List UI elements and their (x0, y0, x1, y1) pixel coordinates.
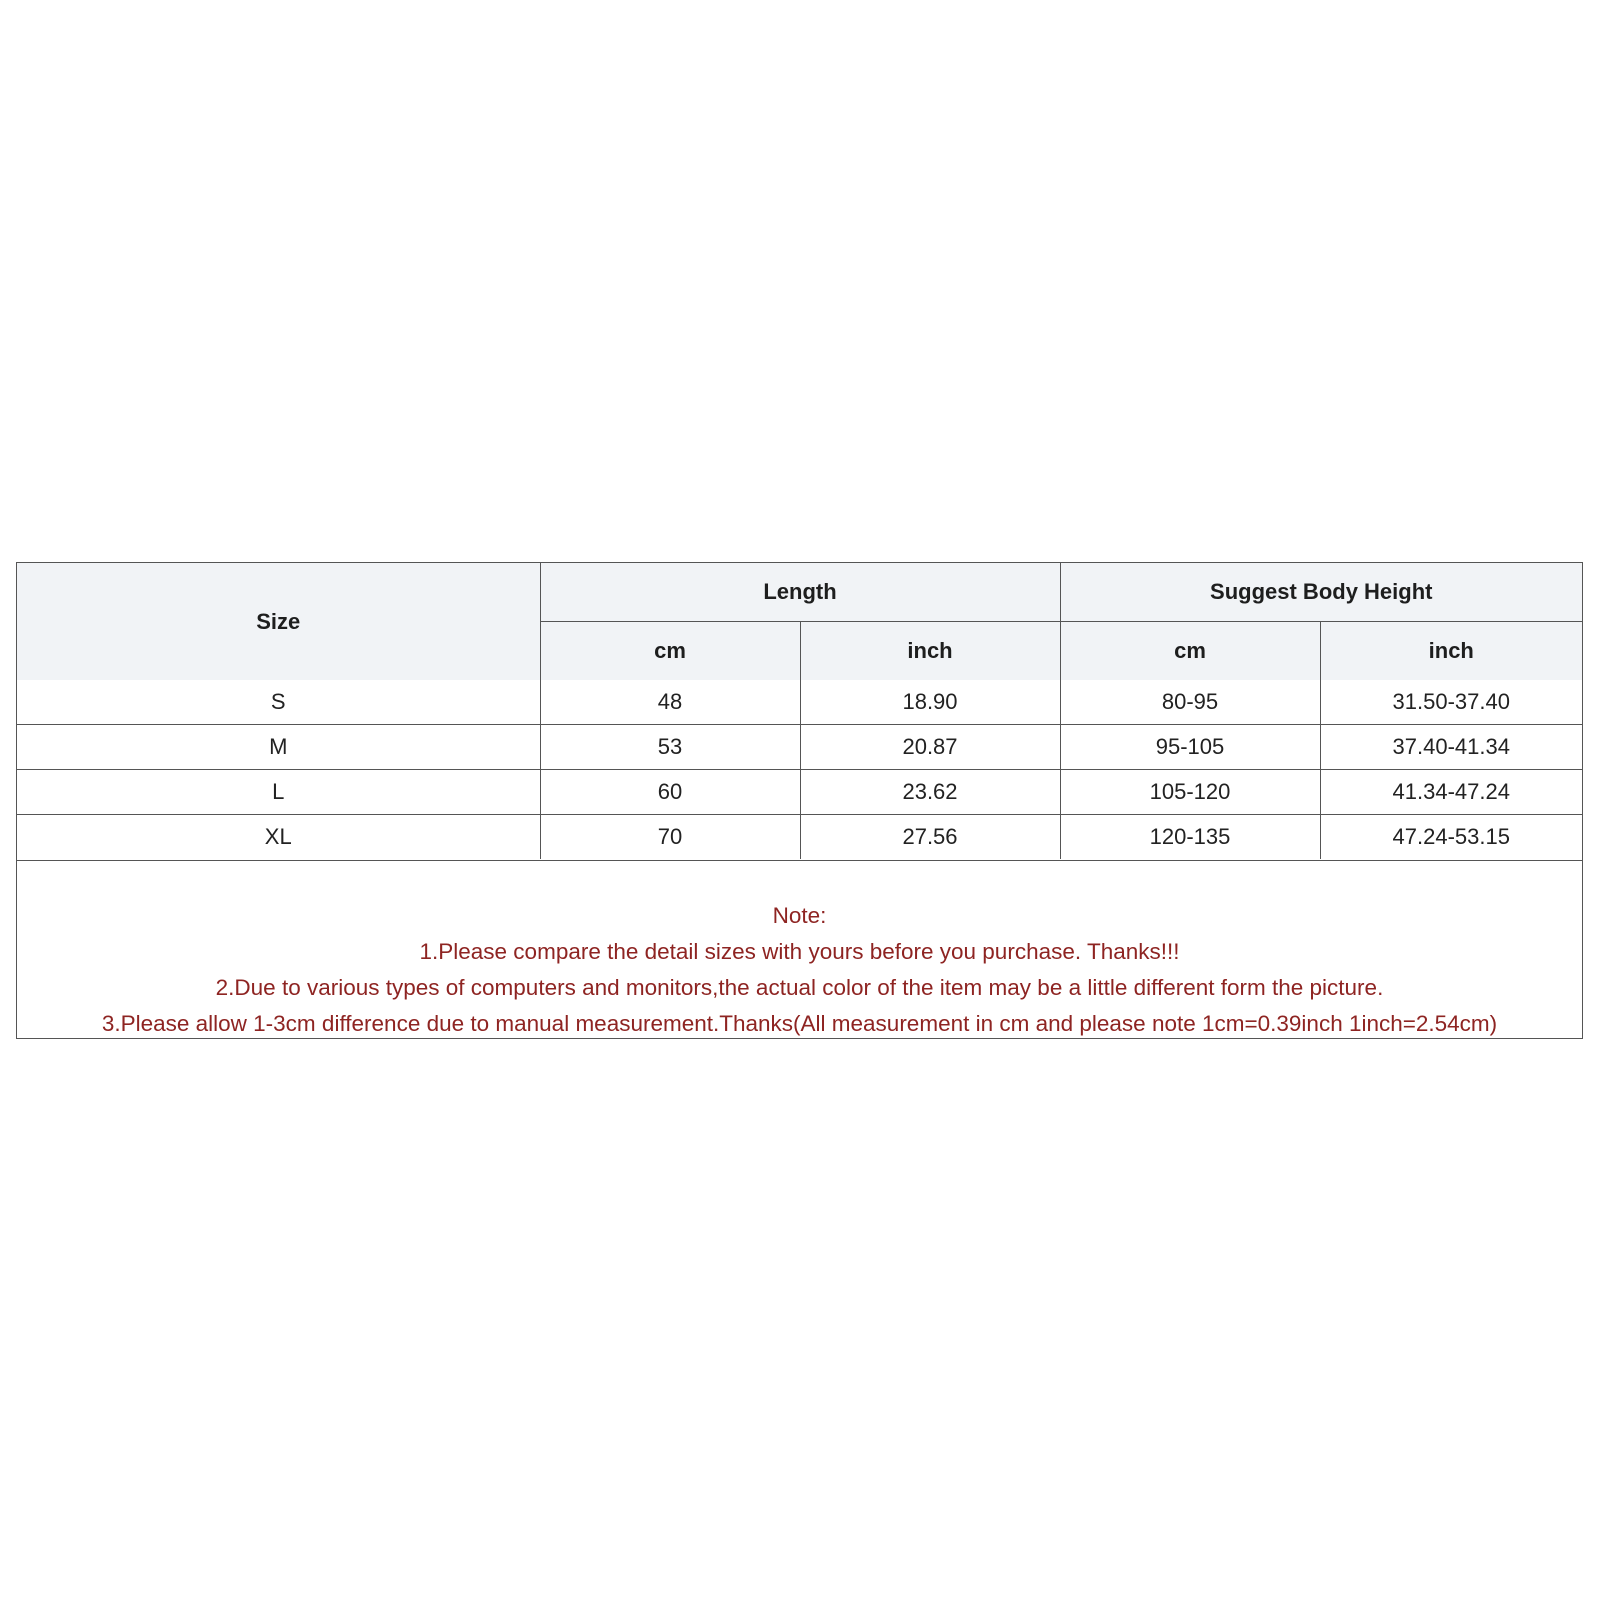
size-cell: L (17, 770, 540, 815)
size-cell: M (17, 725, 540, 770)
size-table (17, 563, 1582, 859)
height-inch-cell: 37.40-41.34 (1320, 725, 1582, 770)
table-bottom-divider (17, 860, 1582, 861)
height-group-header: Suggest Body Height (1060, 563, 1582, 622)
table-row (17, 770, 1582, 815)
height-inch-header: inch (1320, 622, 1582, 681)
length-inch-cell: 27.56 (800, 815, 1060, 860)
size-cell: S (270, 689, 286, 714)
height-inch-cell: 47.24-53.15 (1320, 815, 1582, 860)
length-cm-cell: 60 (540, 770, 800, 815)
height-cm-cell: 120-135 (1060, 815, 1320, 860)
size-header: Size (17, 563, 540, 680)
height-cm-header: cm (1060, 622, 1320, 681)
size-chart (16, 562, 1583, 1039)
length-cm-cell: 48 (540, 680, 800, 725)
header-row-groups (17, 563, 1582, 622)
length-inch-cell: 23.62 (800, 770, 1060, 815)
table-row (17, 815, 1582, 860)
height-cm-cell: 80-95 (1060, 680, 1320, 725)
table-row (17, 680, 1582, 725)
length-cm-header: cm (540, 622, 800, 681)
note-title: Note: (772, 903, 827, 928)
note-line-3: 3.Please allow 1-3cm difference due to manual measurement.Thanks(All measurement in cm and please note 1cm=0.39inch 1inch=2.54cm) (101, 1011, 1498, 1036)
length-cm-cell: 53 (540, 725, 800, 770)
length-inch-cell: 18.90 (800, 680, 1060, 725)
length-cm-cell: 70 (540, 815, 800, 860)
length-inch-cell: 20.87 (800, 725, 1060, 770)
height-inch-cell: 41.34-47.24 (1320, 770, 1582, 815)
height-inch-cell: 31.50-37.40 (1320, 680, 1582, 725)
length-inch-header: inch (800, 622, 1060, 681)
note-line-1: 1.Please compare the detail sizes with yours before you purchase. Thanks!!! (419, 939, 1180, 964)
table-row (17, 725, 1582, 770)
height-cm-cell: 95-105 (1060, 725, 1320, 770)
length-group-header: Length (540, 563, 1060, 622)
notes-section (17, 898, 1582, 1042)
note-line-2: 2.Due to various types of computers and monitors,the actual color of the item may be a little different form the picture. (215, 975, 1384, 1000)
size-cell: XL (17, 815, 540, 860)
height-cm-cell: 105-120 (1060, 770, 1320, 815)
